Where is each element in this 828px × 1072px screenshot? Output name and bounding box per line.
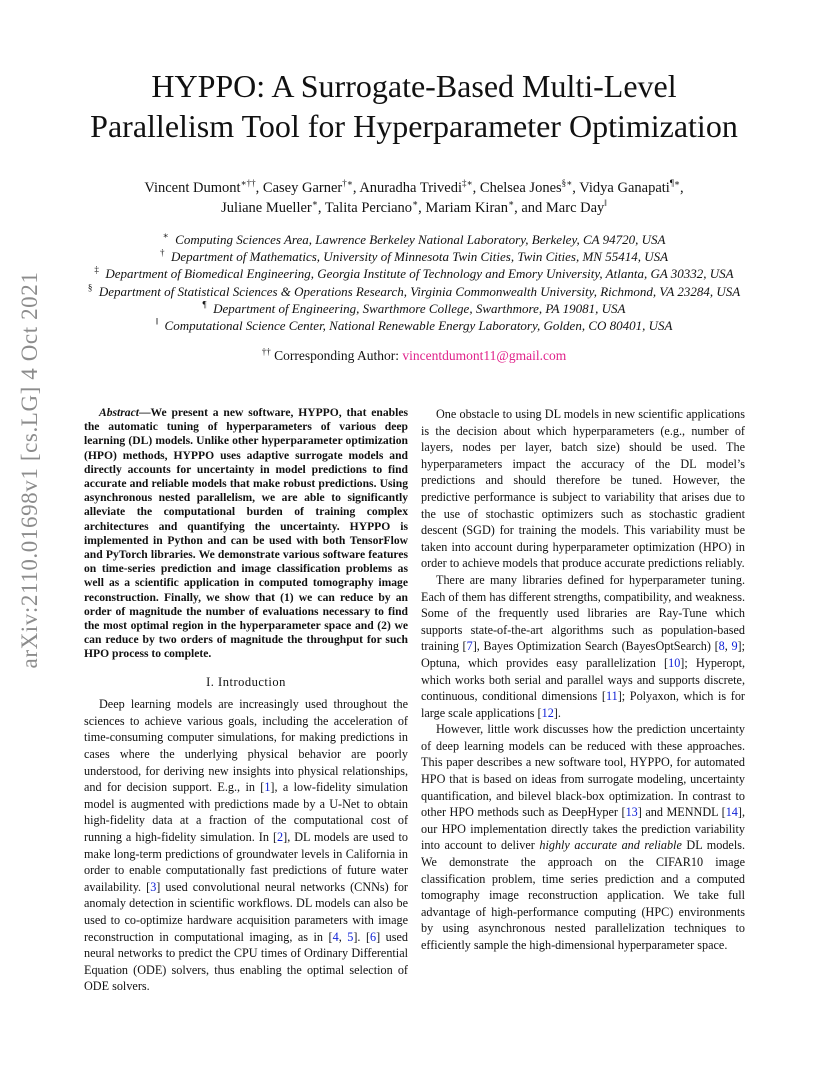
citation-link[interactable]: 7 (466, 639, 473, 654)
affiliation-list (60, 231, 768, 334)
corresponding-label: Corresponding Author: (274, 348, 400, 363)
citation-link[interactable]: 4 (332, 929, 339, 944)
author: Mariam Kiran∗ (425, 198, 515, 216)
affiliation: ∗ Computing Sciences Area, Lawrence Berkeley National Laboratory, Berkeley, CA 94720, USA (162, 230, 666, 247)
author: Casey Garner†∗ (262, 178, 353, 196)
citation-link[interactable]: 11 (605, 689, 618, 704)
affiliation: § Department of Statistical Sciences & Operations Research, Virginia Commonwealth University, Richmond, VA 23284, USA (87, 282, 741, 299)
intro-paragraph-2: One obstacle to using DL models in new scientific applications is the decision about which hyperparameters (e.g., number of layers, nodes per layer, batch size) should be used. The hyperparameters impact the accuracy of the DL model’s predictions and should therefore be tuned. However, the predictive performance is subject to variability that arises due to the use of stochastic optimizers such as stochastic gradient descent (SGD) for training the models. This variability must be taken into account during hyperparameter optimization (HPO) in order to achieve models that produce accurate predictions reliably. (421, 407, 745, 571)
abstract-text: —We present a new software, HYPPO, that enables the automatic tuning of hyperparameters of various deep learning (DL) models. Unlike other hyperparameter optimization (HPO) methods, HYPPO uses adaptive surrogate models and directly accounts for uncertainty in model predictions to find accurate and reliable models that make robust predictions. Using asynchronous nested parallelism, we are able to significantly alleviate the computational burden of training complex architectures and quantifying the uncertainty. HYPPO is implemented in Python and can be used with both TensorFlow and PyTorch libraries. We demonstrate various software features on time-series prediction and image classification problems as well as a scientific application in computed tomography image reconstruction. Finally, we show that (1) we can reduce by an order of magnitude the number of evaluations necessary to find the most optimal region in the hyperparameter space and (2) we can reduce by two orders of magnitude the throughput for such HPO process to complete. (84, 406, 408, 661)
affiliation: ‖ Computational Science Center, National Renewable Energy Laboratory, Golden, CO 80401, USA (155, 316, 673, 334)
citation-link[interactable]: 13 (625, 805, 638, 820)
citation-link[interactable]: 2 (277, 830, 284, 844)
affiliation: † Department of Mathematics, University of Minnesota Twin Cities, Twin Cities, MN 55414, USA (159, 247, 669, 265)
citation-link[interactable]: 6 (370, 929, 377, 944)
paper-title (60, 66, 768, 146)
citation-link[interactable]: 8 (718, 639, 725, 654)
left-column (84, 406, 408, 995)
author-list: Vincent Dumont∗††, Casey Garner†∗, Anuradha Trivedi‡∗, Chelsea Jones§∗, Vidya Ganapati¶∗, Juliane Mueller∗, Talita Perciano∗, Mariam Kiran∗, and Marc Day‖ (144, 178, 684, 216)
author: Vincent Dumont∗†† (144, 178, 256, 196)
citation-link[interactable]: 14 (725, 805, 738, 820)
affiliation: ¶ Department of Engineering, Swarthmore College, Swarthmore, PA 19081, USA (202, 299, 626, 316)
citation-link[interactable]: 3 (150, 879, 157, 894)
citation-link[interactable]: 1 (264, 780, 271, 795)
author-email-link[interactable]: vincentdumont11@gmail.com (402, 348, 567, 363)
abstract-label: Abstract (99, 406, 139, 419)
title-line-1: HYPPO: A Surrogate-Based Multi-Level (151, 68, 677, 104)
citation-link[interactable]: 12 (541, 705, 554, 720)
author: Anuradha Trivedi‡∗ (359, 178, 473, 196)
corresponding-author: †† Corresponding Author: vincentdumont11@gmail.com (261, 346, 567, 363)
section-heading-introduction: I. Introduction (206, 674, 286, 689)
abstract (84, 406, 408, 662)
intro-paragraph-4: However, little work discusses how the prediction uncertainty of deep learning models can be reduced with these approaches. This paper describes a new software tool, HYPPO, for automated HPO that is based on ideas from surrogate modeling, uncertainty quantification, and bilevel black-box optimization. In contrast to other HPO methods such as DeepHyper [13] and MENNDL [14], our HPO implementation directly takes the prediction variability into account to deliver highly accurate and reliable DL models. We demonstrate the approach on the CIFAR10 image classification problem, time series prediction and a computed tomography image reconstruction application. We take full advantage of high-performance computing (HPC) environments by using asynchronous nested parallelization techniques to efficiently sample the high-dimensional hyperparameter space. (421, 722, 745, 952)
right-column (421, 406, 745, 954)
author: Vidya Ganapati¶∗ (579, 178, 681, 196)
citation-link[interactable]: 10 (668, 655, 681, 670)
citation-link[interactable]: 9 (731, 639, 738, 654)
intro-paragraph-3: There are many libraries defined for hyperparameter tuning. Each of them has different strengths, compatibility, and weakness. Some of the frequently used libraries are Ray-Tune which supports state-of-the-art algorithms such as population-based training [7], Bayes Optimization Search (BayesOptSearch) [8, 9]; Optuna, which provides easy parallelization [10]; Hyperopt, which works both serial and parallel ways and supports discrete, continuous, conditional dimensions [11]; Polyaxon, which is for large scale applications [12]. (421, 572, 746, 720)
affiliation: ‡ Department of Biomedical Engineering, Georgia Institute of Technology and Emory University, Atlanta, GA 30332, USA (94, 265, 734, 282)
author: Chelsea Jones§∗ (479, 178, 573, 196)
emphasis: highly accurate and reliable (539, 838, 682, 853)
title-line-2: Parallelism Tool for Hyperparameter Optimization (90, 108, 738, 144)
author: Marc Day‖ (545, 198, 607, 216)
intro-paragraph-1: Deep learning models are increasingly used throughout the sciences to achieve various goals, including the acceleration of time-consuming computer simulations, for making predictions in cases where the underlying physical behavior are poorly understood, for deriving new insights into physical relationships, and for decision support. E.g., in [1], a low-fidelity simulation model is augmented with predictions made by a U-Net to obtain high-fidelity data at a fraction of the computational cost of running a high-fidelity simulation. In [2], DL models are used to make long-term predictions of groundwater levels in California in order to enable computationally fast predictions of future water availability. [3] used convolutional neural networks (CNNs) for anomaly detection in scientific workflows. DL models can also be used to co-optimize hardware acquisition parameters with image reconstruction in computational imaging, as in [4, 5]. [6] used neural networks to predict the CPU times of Ordinary Differential Equation (ODE) solvers, thus enabling the optimal selection of ODE solvers. (84, 697, 408, 994)
author: Juliane Mueller∗ (221, 198, 318, 216)
citation-link[interactable]: 5 (347, 929, 354, 944)
author: Talita Perciano∗ (324, 198, 419, 216)
arxiv-side-stamp (0, 0, 60, 1072)
arxiv-identifier: arXiv:2110.01698v1 [cs.LG] 4 Oct 2021 (17, 271, 42, 669)
